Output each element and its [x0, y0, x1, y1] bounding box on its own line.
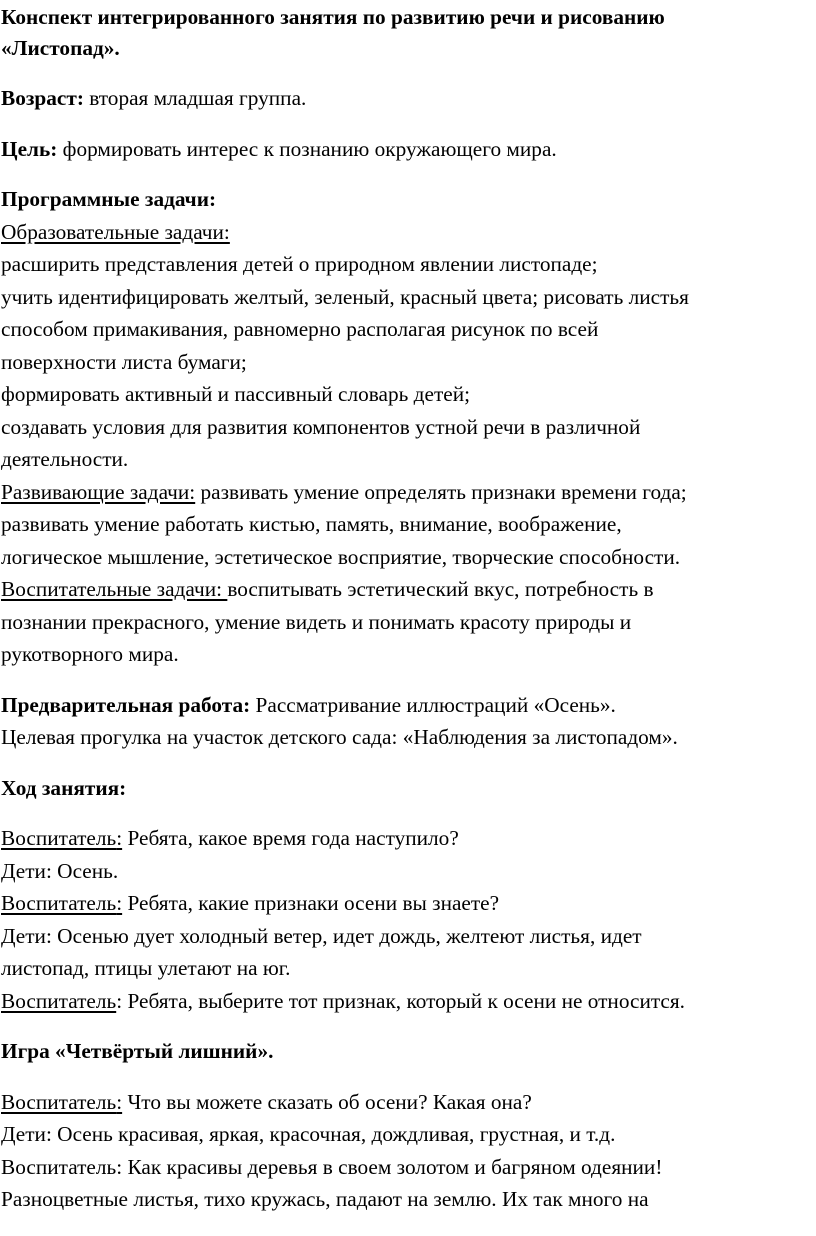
- teacher-label: Воспитатель: [1, 988, 117, 1013]
- dialogue-line: [1, 1086, 816, 1119]
- dev-tasks-line: [1, 476, 816, 509]
- teacher-label: Воспитатель: [1, 891, 117, 915]
- goal-value: формировать интерес к познанию окружающего мира.: [57, 136, 557, 161]
- edu-task-line: формировать активный и пассивный словарь детей;: [1, 382, 471, 406]
- course-heading: Ход занятия:: [1, 775, 127, 800]
- dev-tasks-text: развивать умение определять признаки времени года;: [195, 479, 687, 504]
- teacher-question: Ребята, какое время года наступило?: [122, 826, 459, 850]
- age-line: [1, 82, 816, 115]
- dialogue-line: [1, 887, 816, 920]
- teacher-colon: :: [116, 826, 123, 850]
- teacher-question: : Ребята, выберите тот признак, который к осени не относится.: [116, 988, 685, 1013]
- teacher-question: Ребята, какие признаки осени вы знаете?: [122, 891, 500, 915]
- prework-line: [1, 689, 816, 722]
- teacher-label: Воспитатель: [1, 826, 117, 850]
- edu-task-line: расширить представления детей о природном явлении листопаде;: [1, 252, 598, 276]
- edu-tasks-heading: Образовательные задачи:: [1, 219, 230, 244]
- goal-line: [1, 133, 816, 166]
- teacher-colon: :: [116, 891, 123, 915]
- dev-task-line: логическое мышление, эстетическое восприятие, творческие способности.: [1, 544, 681, 569]
- age-value: вторая младшая группа.: [83, 86, 307, 110]
- edu-task-line: создавать условия для развития компонентов устной речи в различной: [1, 414, 641, 439]
- edu-task-line: учить идентифицировать желтый, зеленый, красный цвета; рисовать листья: [1, 284, 689, 309]
- children-answer: Дети: Осень красивая, яркая, красочная, дождливая, грустная, и т.д.: [1, 1122, 616, 1146]
- edu-task-line: поверхности листа бумаги;: [1, 349, 247, 374]
- prework-label: Предварительная работа:: [1, 692, 251, 717]
- prework-line-2: Целевая прогулка на участок детского сада: «Наблюдения за листопадом».: [1, 725, 678, 749]
- children-answer: листопад, птицы улетают на юг.: [1, 956, 291, 980]
- teacher-remark: Разноцветные листья, тихо кружась, падают на землю. Их так много на: [1, 1187, 649, 1211]
- dev-tasks-label: Развивающие задачи:: [1, 479, 196, 504]
- age-label: Возраст:: [1, 86, 84, 110]
- upb-tasks-text: воспитывать эстетический вкус, потребность в: [227, 577, 654, 601]
- teacher-colon: :: [116, 1089, 123, 1114]
- dev-task-line: развивать умение работать кистью, память, внимание, воображение,: [1, 512, 622, 536]
- document-title-line-1: Конспект интегрированного занятия по развитию речи и рисованию: [1, 5, 665, 29]
- children-answer: Дети: Осень.: [1, 858, 119, 883]
- children-answer: Дети: Осенью дует холодный ветер, идет дождь, желтеют листья, идет: [1, 923, 642, 948]
- teacher-question: Что вы можете сказать об осени? Какая она?: [122, 1089, 532, 1114]
- edu-task-line: деятельности.: [1, 447, 129, 471]
- dialogue-line: [1, 985, 816, 1018]
- upb-task-line: познании прекрасного, умение видеть и понимать красоту природы и: [1, 609, 632, 634]
- dialogue-line: [1, 822, 816, 855]
- prework-text: Рассматривание иллюстраций «Осень».: [250, 692, 616, 717]
- teacher-label: Воспитатель: [1, 1089, 117, 1114]
- upb-task-line: рукотворного мира.: [1, 642, 179, 666]
- game-heading: Игра «Четвёртый лишний».: [1, 1039, 274, 1063]
- tasks-heading: Программные задачи:: [1, 187, 217, 211]
- upb-tasks-label: Воспитательные задачи:: [1, 577, 228, 601]
- goal-label: Цель:: [1, 136, 58, 161]
- teacher-remark: Воспитатель: Как красивы деревья в своем золотом и багряном одеянии!: [1, 1154, 663, 1179]
- upb-tasks-line: [1, 573, 816, 606]
- document-title-line-2: «Листопад».: [1, 36, 120, 60]
- edu-task-line: способом примакивания, равномерно располагая рисунок по всей: [1, 317, 599, 341]
